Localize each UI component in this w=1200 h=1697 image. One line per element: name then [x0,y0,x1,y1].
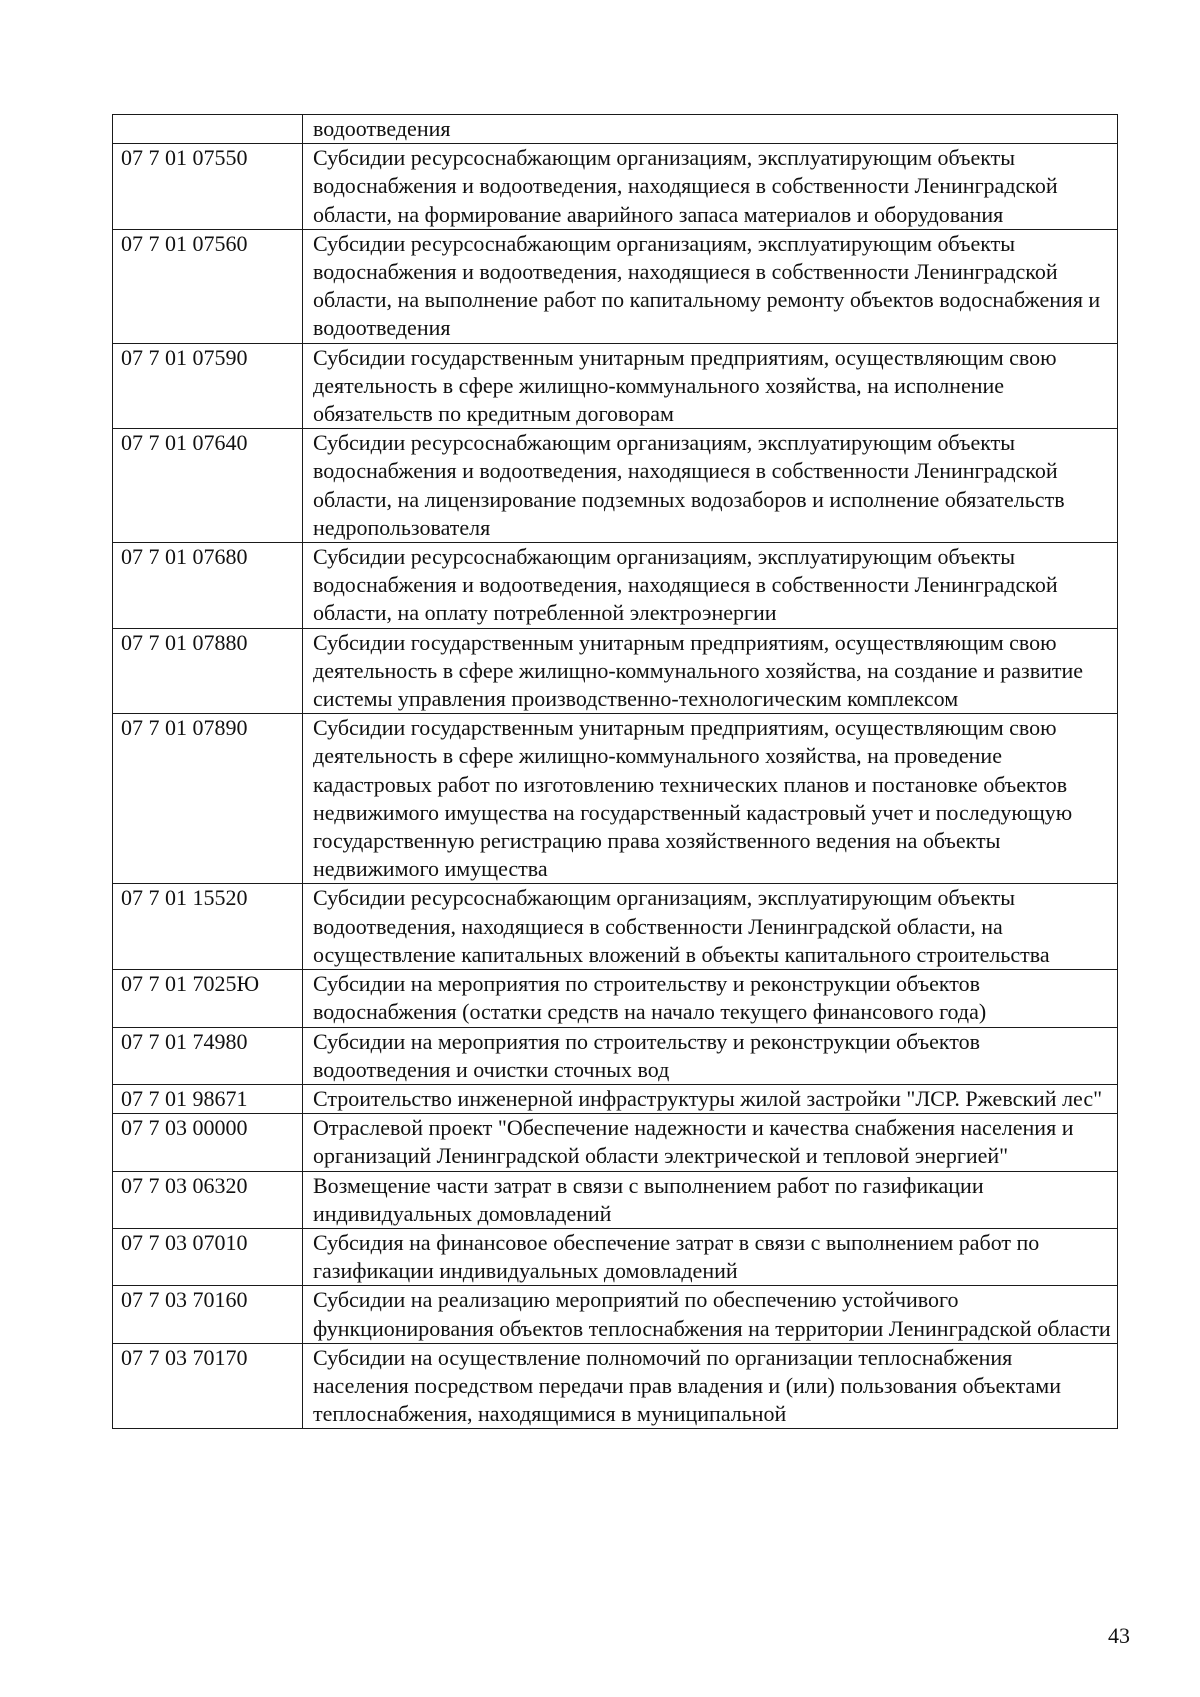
budget-code-cell: 07 7 01 15520 [113,884,303,970]
table-row [113,229,1118,343]
table-row [113,1084,1118,1113]
budget-code-cell: 07 7 01 7025Ю [113,970,303,1027]
description-cell: Субсидии на осуществление полномочий по организации теплоснабжения населения посредством передачи прав владения и (или) пользования объектами теплоснабжения, находящимися в муниципальной [303,1343,1118,1429]
table-row [113,714,1118,884]
table-row [113,628,1118,714]
budget-code-cell: 07 7 01 07590 [113,343,303,429]
description-cell: Субсидии государственным унитарным предприятиям, осуществляющим свою деятельность в сфере жилищно-коммунального хозяйства, на исполнение обязательств по кредитным договорам [303,343,1118,429]
description-cell: Субсидии ресурсоснабжающим организациям, эксплуатирующим объекты водоотведения, находящиеся в собственности Ленинградской области, на осуществление капитальных вложений в объекты капитального строительства [303,884,1118,970]
description-cell: Субсидии государственным унитарным предприятиям, осуществляющим свою деятельность в сфере жилищно-коммунального хозяйства, на проведение кадастровых работ по изготовлению технических планов и постановке объектов недвижимого имущества на государственный кадастровый учет и последующую государственную регистрацию права хозяйственного ведения на объекты недвижимого имущества [303,714,1118,884]
table-row [113,429,1118,543]
table-row [113,1171,1118,1228]
description-cell: Субсидии ресурсоснабжающим организациям, эксплуатирующим объекты водоснабжения и водоотведения, находящиеся в собственности Ленинградской области, на формирование аварийного запаса материалов и оборудования [303,144,1118,230]
description-cell: Субсидии ресурсоснабжающим организациям, эксплуатирующим объекты водоснабжения и водоотведения, находящиеся в собственности Ленинградской области, на оплату потребленной электроэнергии [303,543,1118,629]
budget-code-cell: 07 7 01 07680 [113,543,303,629]
table-row [113,543,1118,629]
budget-code-cell: 07 7 01 07640 [113,429,303,543]
description-cell: Субсидии на мероприятия по строительству и реконструкции объектов водоснабжения (остатки средств на начало текущего финансового года) [303,970,1118,1027]
budget-code-cell: 07 7 01 07550 [113,144,303,230]
table-row [113,144,1118,230]
description-cell: Субсидии на реализацию мероприятий по обеспечению устойчивого функционирования объектов теплоснабжения на территории Ленинградской области [303,1286,1118,1343]
table-row [113,1114,1118,1171]
table-row [113,970,1118,1027]
description-cell: Субсидии ресурсоснабжающим организациям, эксплуатирующим объекты водоснабжения и водоотведения, находящиеся в собственности Ленинградской области, на выполнение работ по капитальному ремонту объектов водоснабжения и водоотведения [303,229,1118,343]
budget-code-cell: 07 7 01 07560 [113,229,303,343]
table-row [113,1228,1118,1285]
budget-code-cell: 07 7 03 70160 [113,1286,303,1343]
budget-code-cell: 07 7 01 07890 [113,714,303,884]
budget-code-cell: 07 7 01 74980 [113,1027,303,1084]
table-row [113,1343,1118,1429]
budget-code-table [112,114,1118,1429]
table-row [113,343,1118,429]
table-row [113,1027,1118,1084]
table-row [113,884,1118,970]
description-cell: Субсидии ресурсоснабжающим организациям, эксплуатирующим объекты водоснабжения и водоотведения, находящиеся в собственности Ленинградской области, на лицензирование подземных водозаборов и исполнение обязательств недропользователя [303,429,1118,543]
description-cell: Субсидии государственным унитарным предприятиям, осуществляющим свою деятельность в сфере жилищно-коммунального хозяйства, на создание и развитие системы управления производственно-технологическим комплексом [303,628,1118,714]
budget-code-cell: 07 7 03 06320 [113,1171,303,1228]
description-cell: Отраслевой проект "Обеспечение надежности и качества снабжения населения и организаций Ленинградской области электрической и тепловой энергией" [303,1114,1118,1171]
description-cell: Субсидии на мероприятия по строительству и реконструкции объектов водоотведения и очистки сточных вод [303,1027,1118,1084]
budget-code-cell: 07 7 01 98671 [113,1084,303,1113]
budget-code-cell [113,115,303,144]
table-body [113,115,1118,1429]
description-cell: водоотведения [303,115,1118,144]
page-number: 43 [1108,1623,1130,1648]
budget-code-cell: 07 7 03 07010 [113,1228,303,1285]
table-row [113,1286,1118,1343]
budget-code-cell: 07 7 03 00000 [113,1114,303,1171]
description-cell: Возмещение части затрат в связи с выполнением работ по газификации индивидуальных домовладений [303,1171,1118,1228]
budget-code-cell: 07 7 01 07880 [113,628,303,714]
table-row [113,115,1118,144]
description-cell: Субсидия на финансовое обеспечение затрат в связи с выполнением работ по газификации индивидуальных домовладений [303,1228,1118,1285]
budget-code-cell: 07 7 03 70170 [113,1343,303,1429]
description-cell: Строительство инженерной инфраструктуры жилой застройки "ЛСР. Ржевский лес" [303,1084,1118,1113]
